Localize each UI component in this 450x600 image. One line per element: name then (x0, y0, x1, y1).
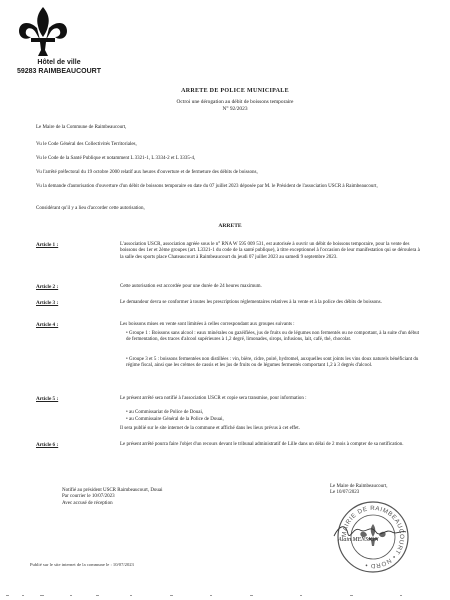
preamble-vu-4: Vu la demande d'autorisation d'ouverture d'un débit de boissons temporaire en date du 07 juillet 2023 déposée par M. le Président de l'association USCR à Raimbeaucourt, (36, 184, 378, 189)
article-4-intro: Les boissons mises en vente sont limitées à celles correspondant aux groupes suivants : (120, 322, 295, 327)
preamble-intro: Le Maire de la Commune de Raimbeaucourt, (36, 125, 127, 130)
article-5-bullet-2-text: au Commissaire Général de la Police de Douai, (129, 417, 224, 422)
article-1-text: L'association USCR, association agréée sous le n° RNA W 595 009 531, est autorisée à ouvrir un débit de boissons temporaire, pour la vente des boissons des 1er et 2ème groupes (art. L3321-1 du code de la santé publique), à titre exceptionnel à l'occasion de leur manifestation qui se déroulera à la salle des sports place Chateaucourt à Raimbeaucourt du jeudi 07 juillet 2023 au samedi 9 septembre 2023. (120, 242, 420, 260)
signature-scribble-icon (330, 520, 410, 542)
mayor-title: Le Maire de Raimbeaucourt, (330, 484, 388, 489)
article-5-bullet-2: • au Commissaire Général de la Police de Douai, (126, 417, 224, 422)
preamble-vu-2: Vu le Code de la Santé Publique et notamment L 3321-1, L 3334-2 et L 3335-4, (36, 156, 196, 161)
city-hall-header (14, 58, 104, 76)
article-5-label: Article 5 : (36, 396, 59, 402)
article-1-label: Article 1 : (36, 242, 59, 248)
article-3-label: Article 3 : (36, 300, 59, 306)
fleur-de-lis-logo-icon (14, 4, 72, 62)
notification-line-3: Avec accusé de réception (62, 500, 113, 506)
preamble-vu-1: Vu le Code Général des Collectivités Territoriales, (36, 142, 137, 147)
notification-line-1: Notifié au président USCR Raimbeaucourt, Douai (62, 488, 163, 493)
article-4-label: Article 4 : (36, 322, 59, 328)
article-2-text: Cette autorisation est accordée pour une durée de 24 heures maximum. (120, 284, 262, 289)
city-hall-name: Hôtel de ville (37, 59, 81, 66)
document-title: ARRETE DE POLICE MUNICIPALE (181, 88, 289, 94)
preamble-vu-3: Vu l'arrêté préfectoral du 19 octobre 2000 relatif aux heures d'ouverture et de fermeture des débits de boissons, (36, 170, 258, 175)
article-6-text: Le présent arrêté pourra faire l'objet d'un recours devant le tribunal administratif de Lille dans un délai de 2 mois à compter de sa notification. (120, 442, 404, 447)
publication-footer: Publié sur le site internet de la commune le : 10/07/2023 (30, 562, 134, 567)
article-5-bullet-1-text: au Commissariat de Police de Douai, (129, 410, 204, 415)
article-5-bullet-1: • au Commissariat de Police de Douai, (126, 410, 204, 415)
notification-line-2: Par courrier le 10/07/2023 (62, 494, 115, 500)
mayor-block (330, 484, 430, 497)
document-subject: Octroi une dérogation au débit de boissons temporaire (176, 99, 294, 105)
document-subtitle (140, 99, 330, 113)
arrete-heading: ARRETE (218, 223, 242, 229)
scan-edge-artifacts (0, 590, 450, 600)
signature-date: Le 10/07/2023 (330, 490, 360, 496)
article-6-label: Article 6 : (36, 442, 59, 448)
article-4-bullet-2: • Groupe 3 et 5 : boissons fermentées non distillées : vin, bière, cidre, poiré, hydromel, auxquelles sont joints les vins doux naturels bénéficiant du régime fiscal, ainsi que les crèmes de cassis et les jus de fruits ou de légumes fermentés comportant 1,2 à 3 degrés d'alcool. (126, 357, 419, 369)
article-4-bullet-1: • Groupe 1 : Boissons sans alcool : eaux minérales ou gazéifiées, jus de fruits ou de légumes non fermentés ou ne comportant, à la suite d'un début de fermentation, des traces d'alcool supérieures à 1,2 degré, limonades, sirops, infusions, lait, café, thé, chocolat. (126, 331, 420, 343)
article-4-bullet-1-text: Groupe 1 : Boissons sans alcool : eaux minérales ou gazéifiées, jus de fruits ou de légumes non fermentés ou ne comportant, à la suite d'un début de fermentation, des traces d'alcool supérieures à 1,2 degré, limonades, sirops, infusions, lait, café, thé, chocolat. (126, 331, 420, 343)
article-5-closing: Il sera publié sur le site internet de la commune et affiché dans les lieux prévus à cet effet. (120, 426, 300, 431)
notification-block (62, 488, 232, 507)
article-3-text: Le demandeur devra se conformer à toutes les prescriptions réglementaires relatives à la vente et à la police des débits de boissons. (120, 300, 382, 305)
article-4-bullet-2-text: Groupe 3 et 5 : boissons fermentées non distillées : vin, bière, cidre, poiré, hydromel, auxquelles sont joints les vins doux naturels bénéficiant du régime fiscal, ainsi que les crèmes de cassis et les jus de fruits ou de légumes fermentés comportant 1,2 à 3 degrés d'alcool. (126, 357, 419, 369)
mayor-name: Alain MENSION (338, 537, 379, 543)
article-5-intro: Le présent arrêté sera notifié à l'association USCR et copie sera transmise, pour information : (120, 396, 307, 401)
stamp-ring-text: MAIRIE DE RAIMBEAUCOURT • NORD • (340, 504, 406, 570)
article-2-label: Article 2 : (36, 284, 59, 290)
city-hall-address: 59283 RAIMBEAUCOURT (16, 68, 102, 75)
document-number: N° 92/2023 (222, 106, 248, 112)
preamble-considerant: Considérant qu'il y a lieu d'accorder cette autorisation, (36, 206, 145, 211)
